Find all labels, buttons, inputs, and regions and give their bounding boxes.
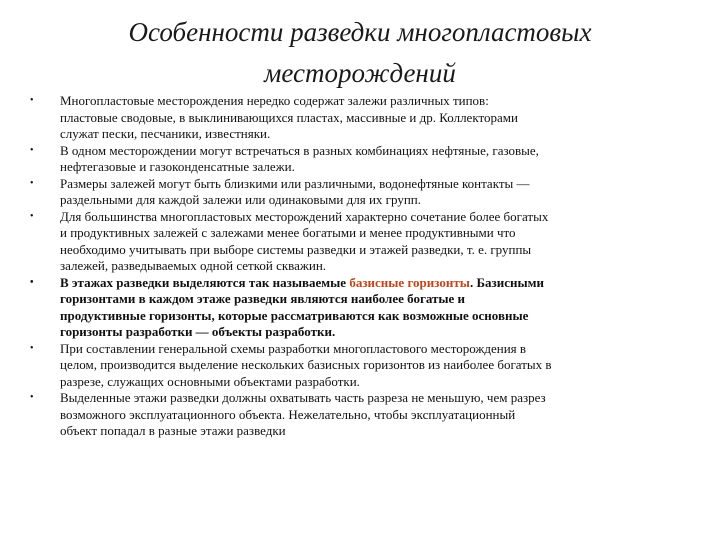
bullet-list [28,93,678,440]
bullet-icon: • [30,177,34,189]
bullet-text-line: При составлении генеральной схемы разработки многопластового месторождения в [60,340,527,356]
title-line-2: месторождений [264,58,456,88]
title-line-1: Особенности разведки многопластовых [128,17,592,47]
bullet-icon: • [30,95,34,106]
bullet-item-2 [28,143,678,176]
bullet-text-line: целом, производится выделение нескольких базисных горизонтов из наиболее богатых в [60,357,552,372]
bullet-text-line: В одном месторождении могут встречаться в разных комбинациях нефтяные, газовые, [60,142,539,158]
bullet-text-line: нефтегазовые и газоконденсатные залежи. [60,159,295,174]
bullet-icon: • [30,342,34,354]
bullet-text-segment: В этажах разведки выделяются так называемые [60,274,350,290]
bullet-text-line: возможного эксплуатационного объекта. Нежелательно, чтобы эксплуатационный [60,406,516,422]
bullet-text-line [60,275,678,292]
bullet-icon: • [30,210,34,222]
bullet-text-line: продуктивные горизонты, которые рассматриваются как возможные основные [60,307,529,323]
bullet-icon: • [30,144,34,156]
bullet-item-1 [28,93,678,143]
bullet-text-line: служат пески, песчаники, известняки. [60,126,271,141]
bullet-text-line: Выделенные этажи разведки должны охватывать часть разреза не меньшую, чем разрез [60,390,546,405]
bullet-icon: • [30,276,34,288]
bullet-item-3 [28,176,678,209]
bullet-item-5 [28,275,678,341]
basis-horizons-highlight: базисные горизонты [349,274,470,290]
bullet-text-line: и продуктивных залежей с залежами менее богатыми и менее продуктивными что [60,225,516,240]
bullet-text-line: раздельными для каждой залежи или одинаковыми для их групп. [60,192,421,207]
bullet-text-line: горизонтами в каждом этаже разведки являются наиболее богатые и [60,291,466,306]
slide-title [40,12,680,94]
bullet-text-line: горизонты разработки — объекты разработки. [60,324,336,339]
bullet-item-7 [28,390,678,440]
bullet-text-line: объект попадал в разные этажи разведки [60,423,286,438]
bullet-text-line: Размеры залежей могут быть близкими или различными, водонефтяные контакты — [60,175,530,191]
bullet-text-line: разрезе, служащих основными объектами разработки. [60,373,360,389]
bullet-text-line: Для большинства многопластовых месторождений характерно сочетание более богатых [60,208,549,224]
bullet-text-segment: . Базисными [469,274,545,290]
bullet-item-6 [28,341,678,391]
bullet-text-line: необходимо учитывать при выборе системы разведки и этажей разведки, т. е. группы [60,241,532,257]
bullet-text-line: залежей, разведываемых одной сеткой скважин. [60,258,327,273]
bullet-text-line: пластовые сводовые, в выклинивающихся пластах, массивные и др. Коллекторами [60,109,518,125]
bullet-text-line: Многопластовые месторождения нередко содержат залежи различных типов: [60,93,489,108]
bullet-icon: • [30,392,34,403]
bullet-item-4 [28,209,678,275]
